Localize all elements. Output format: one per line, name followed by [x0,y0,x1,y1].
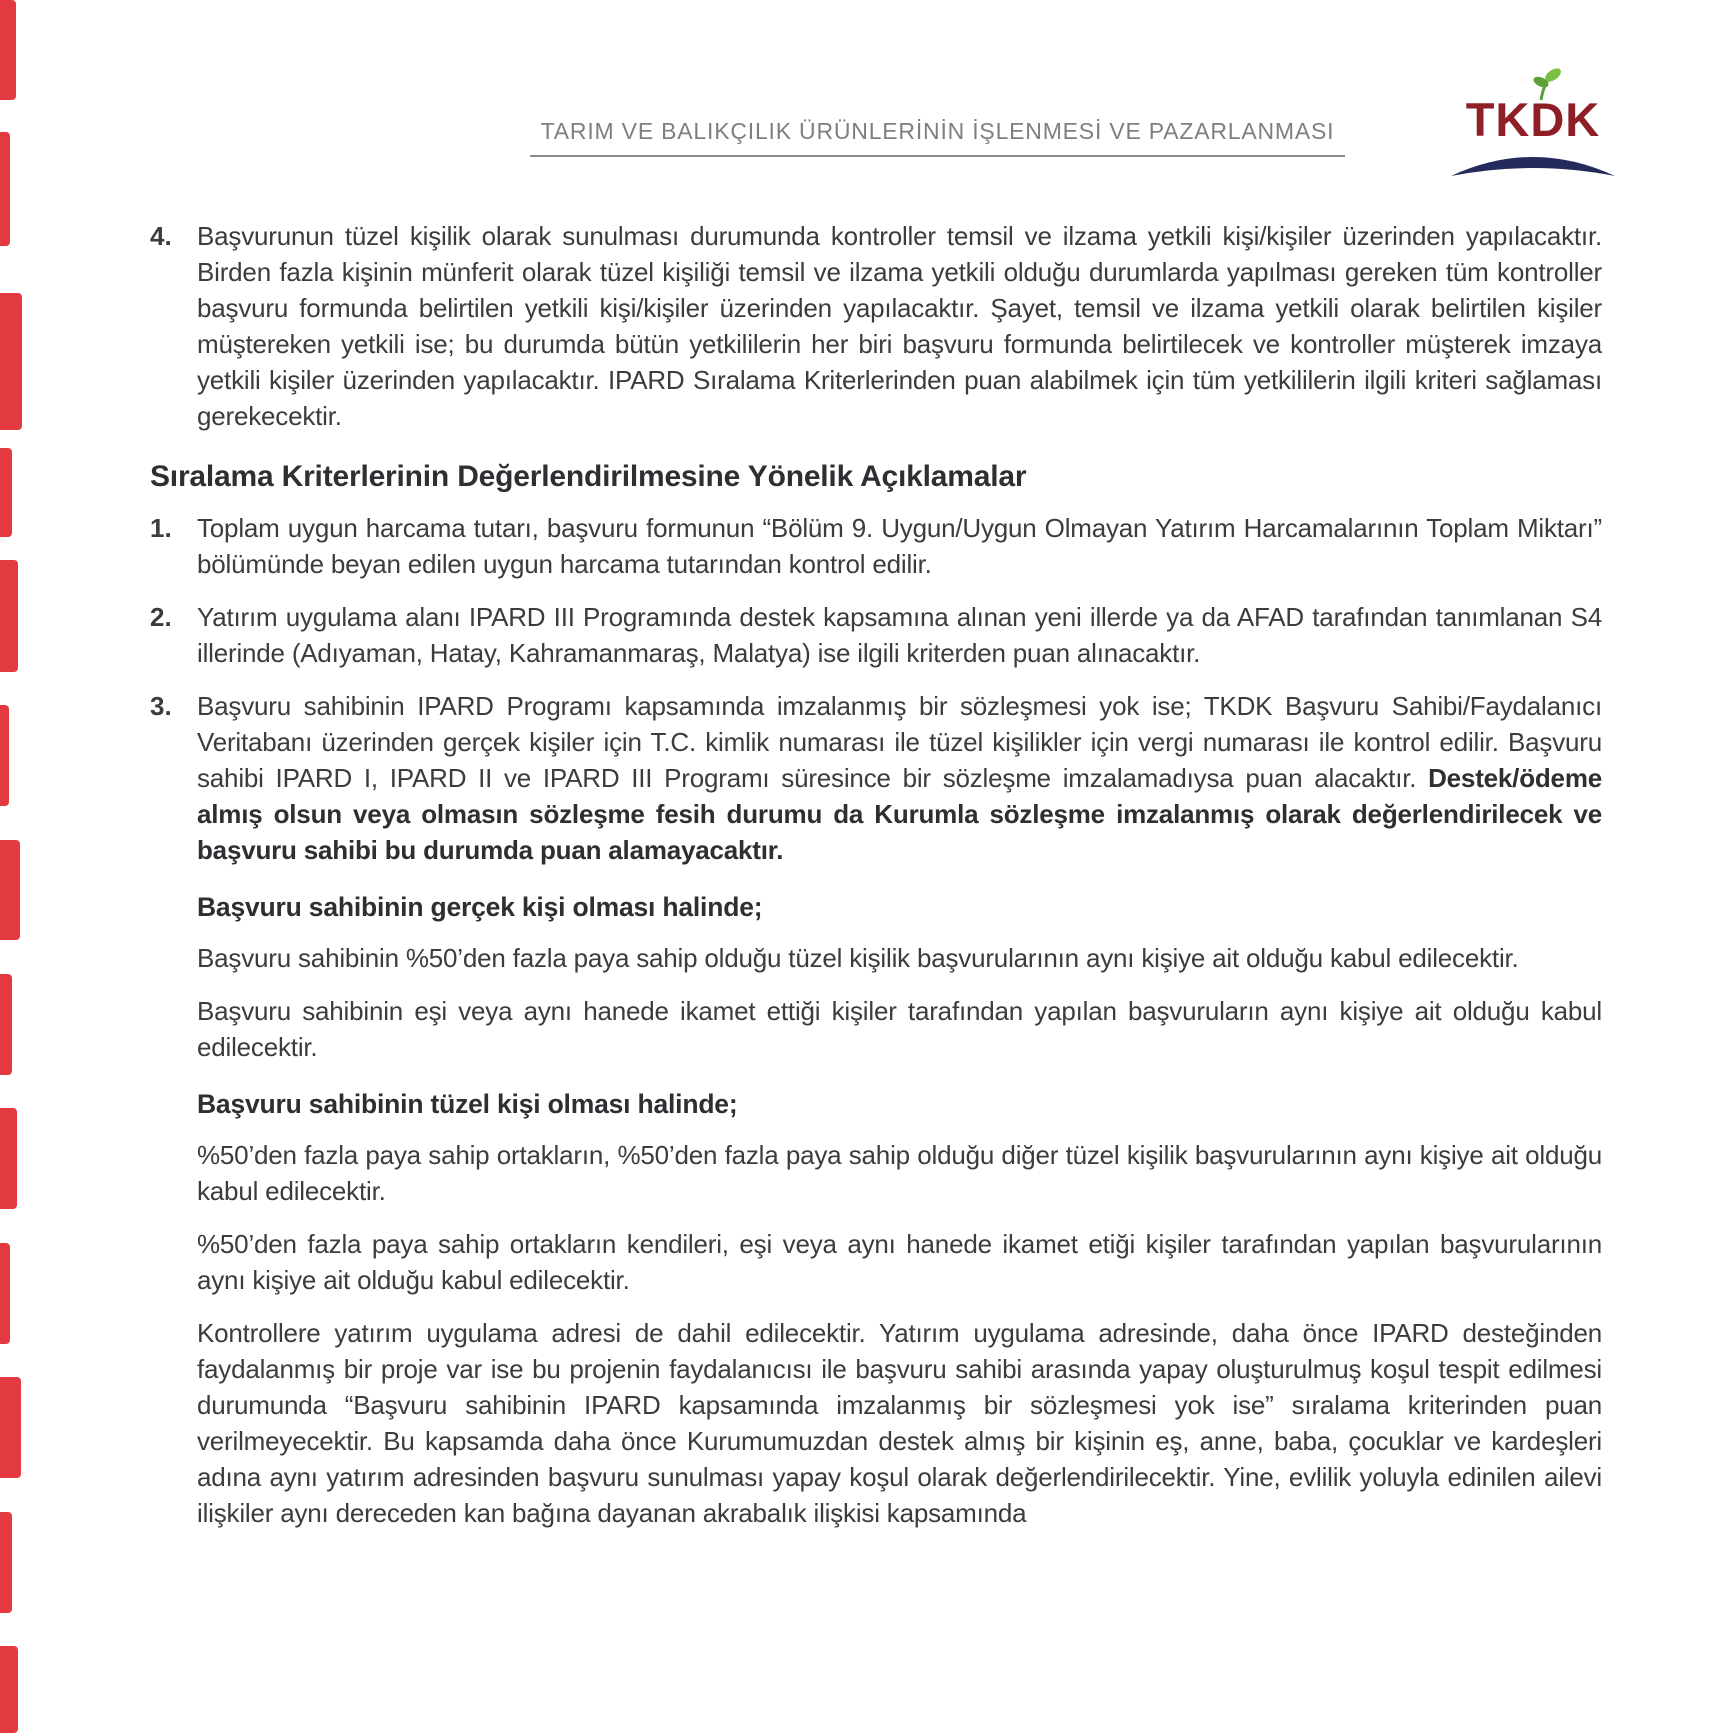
tkdk-logo [1447,68,1619,178]
paragraph: Başvuru sahibinin eşi veya aynı hanede ikamet ettiği kişiler tarafından yapılan başvuruların aynı kişiye ait olduğu kabul edilecektir. [197,996,1602,1062]
item-number: 4. [150,221,172,251]
scan-edge-artifact [0,448,12,537]
scan-edge-artifact [0,560,18,672]
section-heading: Sıralama Kriterlerinin Değerlendirilmesine Yönelik Açıklamalar [150,460,1027,493]
scan-edge-artifact [0,840,20,940]
scan-edge-artifact [0,1377,21,1478]
logo-arc [1449,146,1617,178]
numbered-item-2 [150,599,1602,671]
subheading-tuzel-kisi: Başvuru sahibinin tüzel kişi olması halinde; [197,1089,738,1119]
item-text: Toplam uygun harcama tutarı, başvuru formunun “Bölüm 9. Uygun/Uygun Olmayan Yatırım Harcamalarının Toplam Miktarı” bölümünde beyan edilen uygun harcama tutarından kontrol edilir. [197,513,1602,579]
item-number: 1. [150,513,172,543]
scan-edge-artifact [0,1646,18,1733]
scan-edge-artifact [0,1512,12,1613]
scan-edge-artifact [0,705,9,806]
item-text-bold: Destek/ödeme almış olsun veya olmasın sözleşme fesih durumu da Kurumla sözleşme imzalanmış olarak değerlendirilecek ve başvuru sahibi bu durumda puan alamayacaktır. [197,763,1602,865]
scan-edge-artifact [0,1108,17,1209]
numbered-item-4 [150,218,1602,434]
header-title: TARIM VE BALIKÇILIK ÜRÜNLERİNİN İŞLENMESİ VE PAZARLANMASI [540,118,1335,144]
paragraph: Başvuru sahibinin %50’den fazla paya sahip olduğu tüzel kişilik başvurularının aynı kişiye ait olduğu kabul edilecektir. [197,943,1519,973]
subheading-gercek-kisi: Başvuru sahibinin gerçek kişi olması halinde; [197,892,763,922]
logo-text: TKDK [1465,93,1601,146]
scan-edge-artifact [0,293,22,430]
header-rule [530,155,1345,157]
item-text: Başvurunun tüzel kişilik olarak sunulması durumunda kontroller temsil ve ilzama yetkili kişi/kişiler üzerinden yapılacaktır. Birden fazla kişinin münferit olarak tüzel kişiliği temsil ve ilzama yetkili olduğu durumlarda yapılması gereken tüm kontroller başvuru formunda belirtilen yetkili kişi/kişiler üzerinden yapılacaktır. Şayet, temsil ve ilzama yetkili olarak belirtilen kişiler müştereken yetkili ise; bu durumda bütün yetkililerin her biri başvuru formunda belirtilecek ve kontroller müşterek imzaya yetkili kişiler üzerinden yapılacaktır. IPARD Sıralama Kriterlerinden puan alabilmek için tüm yetkililerin ilgili kriteri sağlaması gerekecektir. [197,221,1602,431]
paragraph: Kontrollere yatırım uygulama adresi de dahil edilecektir. Yatırım uygulama adresinde, daha önce IPARD desteğinden faydalanmış bir proje var ise bu projenin faydalanıcısı ile başvuru sahibi arasında yapay oluşturulmuş koşul tespit edilmesi durumunda “Başvuru sahibinin IPARD kapsamında imzalanmış bir sözleşmesi yok ise” sıralama kriterinden puan verilmeyecektir. Bu kapsamda daha önce Kurumumuzdan destek almış bir kişinin eş, anne, baba, çocuklar ve kardeşleri adına aynı yatırım adresinden başvuru sunulması yapay koşul olarak değerlendirilecektir. Yine, evlilik yoluyla edinilen ailevi ilişkiler aynı dereceden kan bağına dayanan akrabalık ilişkisi kapsamında [197,1318,1602,1528]
item-number: 3. [150,691,172,721]
subsection-block [150,890,1602,1531]
scan-edge-artifact [0,1243,10,1344]
paragraph: %50’den fazla paya sahip ortakların, %50’den fazla paya sahip olduğu diğer tüzel kişilik başvurularının aynı kişiye ait olduğu kabul edilecektir. [197,1140,1602,1206]
item-number: 2. [150,602,172,632]
numbered-item-3 [150,688,1602,868]
page-header [530,118,1345,157]
item-text: Yatırım uygulama alanı IPARD III Programında destek kapsamına alınan yeni illerde ya da AFAD tarafından tanımlanan S4 illerinde (Adıyaman, Hatay, Kahramanmaraş, Malatya) ise ilgili kriterden puan alınacaktır. [197,602,1602,668]
paragraph: %50’den fazla paya sahip ortakların kendileri, eşi veya aynı hanede ikamet etiği kişiler tarafından yapılan başvurularının aynı kişiye ait olduğu kabul edilecektir. [197,1229,1602,1295]
numbered-item-1 [150,510,1602,582]
scan-edge-artifact [0,974,12,1075]
document-body [150,218,1602,1548]
scan-edge-artifact [0,0,16,100]
item-text-normal: Başvuru sahibinin IPARD Programı kapsamında imzalanmış bir sözleşmesi yok ise; TKDK Başvuru Sahibi/Faydalanıcı Veritabanı üzerinden gerçek kişiler için T.C. kimlik numarası ile tüzel kişilikler için vergi numarası ile kontrol edilir. Başvuru sahibi IPARD I, IPARD II ve IPARD III Programı süresince bir sözleşme imzalamadıysa puan alacaktır. [197,691,1602,793]
item-text [197,688,1602,868]
scan-edge-artifact [0,132,10,246]
